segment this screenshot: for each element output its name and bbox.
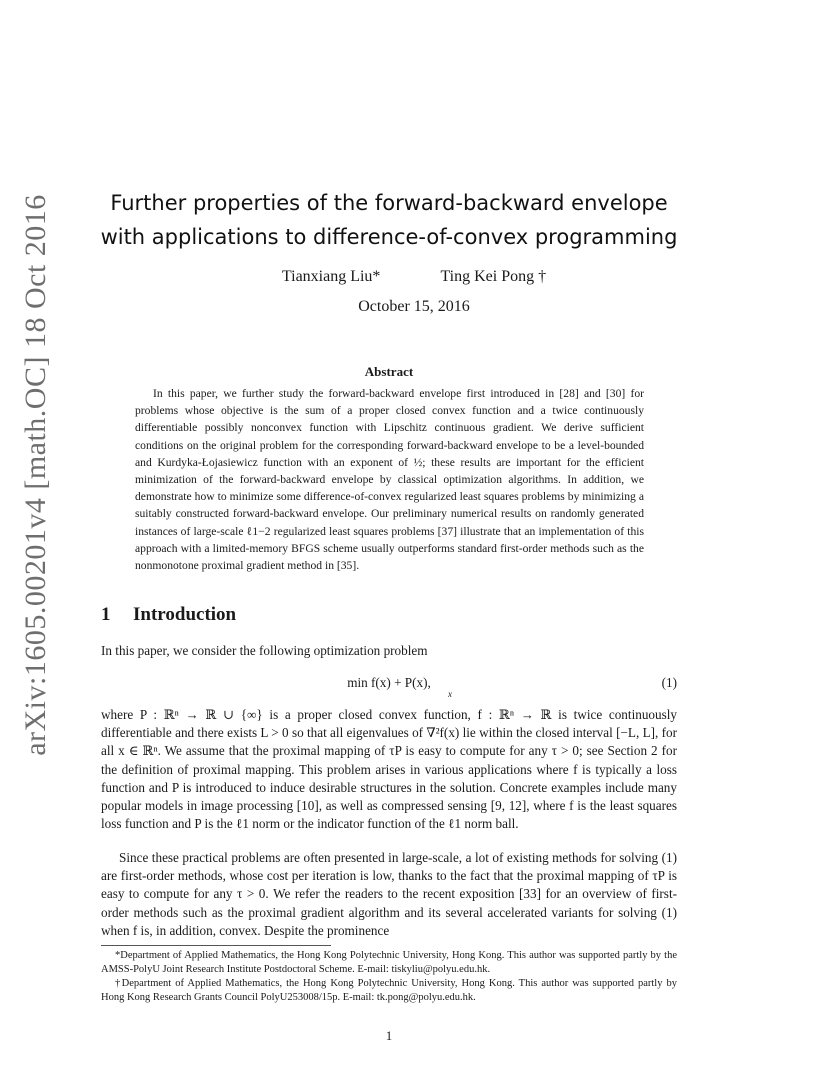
- equation-subscript: x: [448, 689, 452, 699]
- page-number: 1: [385, 1028, 393, 1043]
- equation-1: [101, 675, 677, 699]
- equation-expression: min f(x) + P(x),: [347, 675, 431, 690]
- abstract-text: In this paper, we further study the forward-backward envelope first introduced in [28] and [30] for problems whose objective is the sum of a proper closed convex function and a twice continuously differentiable possibly nonconvex function with Lipschitz continuous gradient. We derive sufficient conditions on the original problem for the corresponding forward-backward envelope to be a level-bounded and Kurdyka-Łojasiewicz function with an exponent of ½; these results are important for the efficient minimization of the forward-backward envelope by classical optimization algorithms. In addition, we demonstrate how to minimize some difference-of-convex regularized least squares problems by minimizing a suitably constructed forward-backward envelope. Our preliminary numerical results on randomly generated instances of large-scale ℓ1−2 regularized least squares problems [37] illustrate that an implementation of this approach with a limited-memory BFGS scheme usually outperforms standard first-order methods such as the nonmonotone proximal gradient method in [35].: [135, 387, 644, 573]
- arxiv-identifier: arXiv:1605.00201v4 [math.OC] 18 Oct 2016: [19, 194, 52, 756]
- paper-date: October 15, 2016: [358, 298, 470, 315]
- section-number: 1: [101, 604, 111, 625]
- footnote: *Department of Applied Mathematics, the Hong Kong Polytechnic University, Hong Kong. This author was supported partly by the AMSS-PolyU Joint Research Institute Postdoctoral Scheme. E-mail: tiskyliu@polyu.edu.hk.: [101, 950, 677, 975]
- paper-title: Further properties of the forward-backward envelope with applications to difference-of-convex programming: [100, 191, 678, 249]
- footnote-rule: [101, 945, 331, 946]
- section-title: Introduction: [133, 604, 237, 625]
- abstract-heading: Abstract: [364, 364, 414, 379]
- section-heading: [101, 604, 236, 626]
- intro-paragraph: In this paper, we consider the following optimization problem: [101, 643, 428, 658]
- equation-number: (1): [661, 675, 677, 690]
- author-name: Ting Kei Pong †: [440, 268, 547, 285]
- footnote: †Department of Applied Mathematics, the Hong Kong Polytechnic University, Hong Kong. This author was supported partly by Hong Kong Research Grants Council PolyU253008/15p. E-mail: tk.pong@polyu.edu.hk.: [101, 978, 677, 1003]
- arxiv-stamp: [0, 0, 70, 1072]
- intro-paragraph: Since these practical problems are often presented in large-scale, a lot of existing methods for solving (1) are first-order methods, whose cost per iteration is low, thanks to the fact that the proximal mapping of τP is easy to compute for any τ > 0. We refer the readers to the recent exposition [33] for an overview of first-order methods such as the proximal gradient algorithm and its several accelerated variants for solving (1) when f is, in addition, convex. Despite the prominence: [101, 850, 677, 938]
- intro-paragraph: where P : ℝⁿ → ℝ ∪ {∞} is a proper closed convex function, f : ℝⁿ → ℝ is twice continuously differentiable and there exists L > 0 so that all eigenvalues of ∇²f(x) lie within the closed interval [−L, L], for all x ∈ ℝⁿ. We assume that the proximal mapping of τP is easy to compute for any τ > 0; see Section 2 for the definition of proximal mapping. This problem arises in various applications where f is typically a loss function and P is introduced to induce desirable structures in the solution. Concrete examples include many popular models in image processing [10], as well as compressed sensing [9, 12], where f is the least squares loss function and P is the ℓ1 norm or the indicator function of the ℓ1 norm ball.: [101, 707, 677, 832]
- author-list: [0, 268, 828, 286]
- author-name: Tianxiang Liu*: [281, 268, 381, 285]
